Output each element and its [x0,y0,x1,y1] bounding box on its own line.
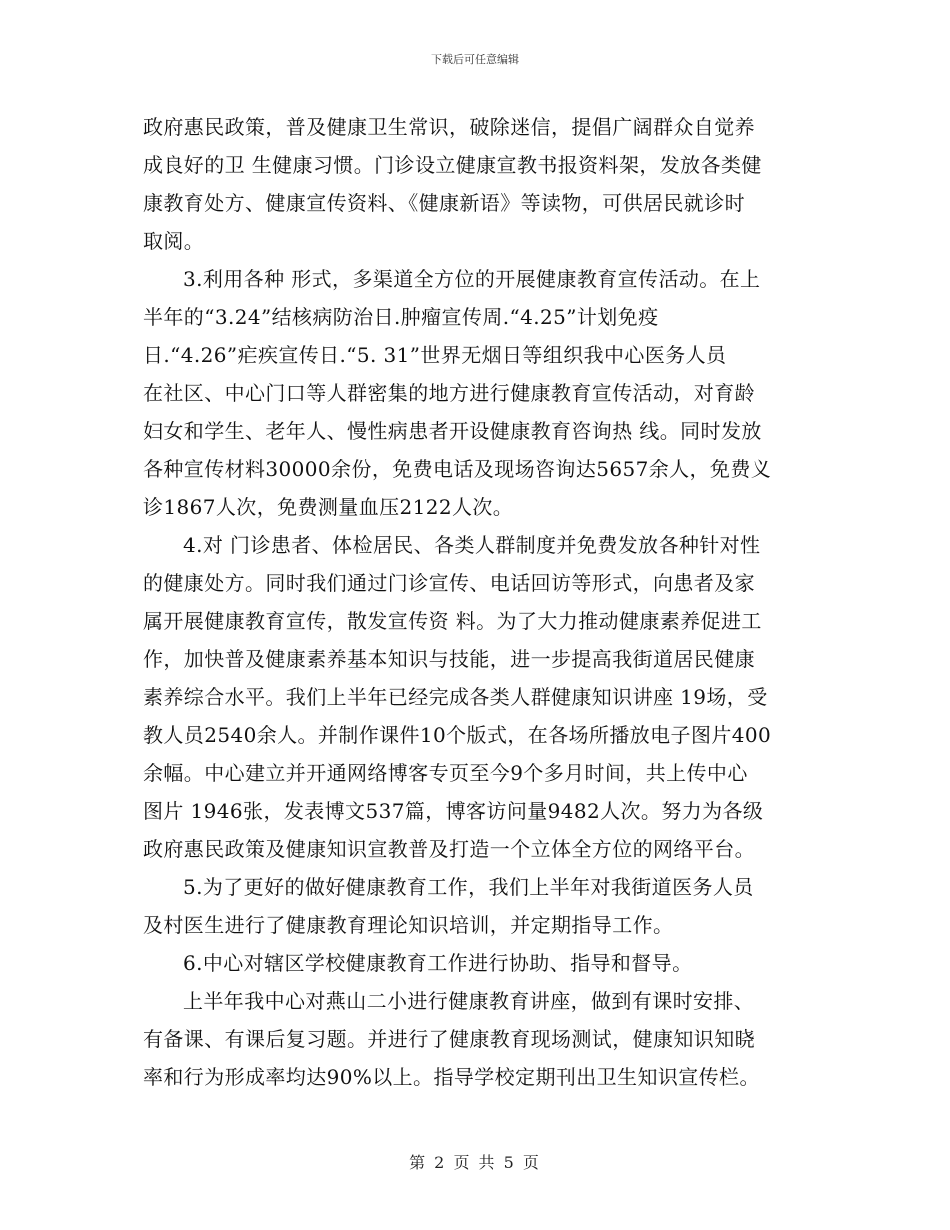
text-line: 政府惠民政策及健康知识宣教普及打造一个立体全方位的网络平台。 [143,837,755,861]
text-line: 余幅。中心建立并开通网络博客专页至今9个多月时间，共上传中心 [143,761,748,785]
text-line: 素养综合水平。我们上半年已经完成各类人群健康知识讲座 19场，受 [143,685,768,709]
text-line: 各种宣传材料30000余份，免费电话及现场咨询达5657余人，免费义 [143,457,772,481]
text-line: 妇女和学生、老年人、慢性病患者开设健康教育咨询热 线。同时发放 [143,419,762,443]
text-line: 诊1867人次，免费测量血压2122人次。 [143,495,514,519]
text-line: 上半年我中心对燕山二小进行健康教育讲座，做到有课时安排、 [183,989,755,1013]
text-line: 日.“4.26”疟疾宣传日.“5. 31”世界无烟日等组织我中心医务人员 [143,343,727,367]
text-line: 教人员2540余人。并制作课件10个版式，在各场所播放电子图片400 [143,723,772,747]
text-line: 作，加快普及健康素养基本知识与技能，进一步提高我街道居民健康 [143,647,755,671]
text-line: 属开展健康教育宣传，散发宣传资 料。为了大力推动健康素养促进工 [143,609,762,633]
text-line: 有备课、有课后复习题。并进行了健康教育现场测试，健康知识知晓 [143,1027,755,1051]
text-line: 5.为了更好的做好健康教育工作，我们上半年对我街道医务人员 [183,875,754,899]
text-line: 康教育处方、健康宣传资料、《健康新语》等读物，可供居民就诊时 [143,191,745,215]
text-line: 政府惠民政策，普及健康卫生常识，破除迷信，提倡广阔群众自觉养 [143,115,755,139]
text-line: 的健康处方。同时我们通过门诊宣传、电话回访等形式，向患者及家 [143,571,755,595]
text-line: 3.利用各种 形式，多渠道全方位的开展健康教育宣传活动。在上 [183,267,761,291]
text-line: 在社区、中心门口等人群密集的地方进行健康教育宣传活动，对育龄 [143,381,755,405]
document-body [143,108,807,1096]
text-line: 成良好的卫 生健康习惯。门诊设立健康宣教书报资料架，发放各类健 [143,153,762,177]
text-line: 半年的“3.24”结核病防治日.肿瘤宣传周.“4.25”计划免疫 [143,305,659,329]
text-line: 图片 1946张，发表博文537篇，博客访问量9482人次。努力为各级 [143,799,764,823]
text-line: 4.对 门诊患者、体检居民、各类人群制度并免费发放各种针对性 [183,533,761,557]
page-footer: 第 2 页 共 5 页 [409,1153,541,1172]
text-line: 取阅。 [143,229,205,253]
page-header: 下载后可任意编辑 [431,53,519,66]
text-line: 6.中心对辖区学校健康教育工作进行协助、指导和督导。 [183,951,693,975]
text-line: 及村医生进行了健康教育理论知识培训，并定期指导工作。 [143,913,674,937]
text-line: 率和行为形成率均达90%以上。指导学校定期刊出卫生知识宣传栏。 [143,1065,760,1089]
